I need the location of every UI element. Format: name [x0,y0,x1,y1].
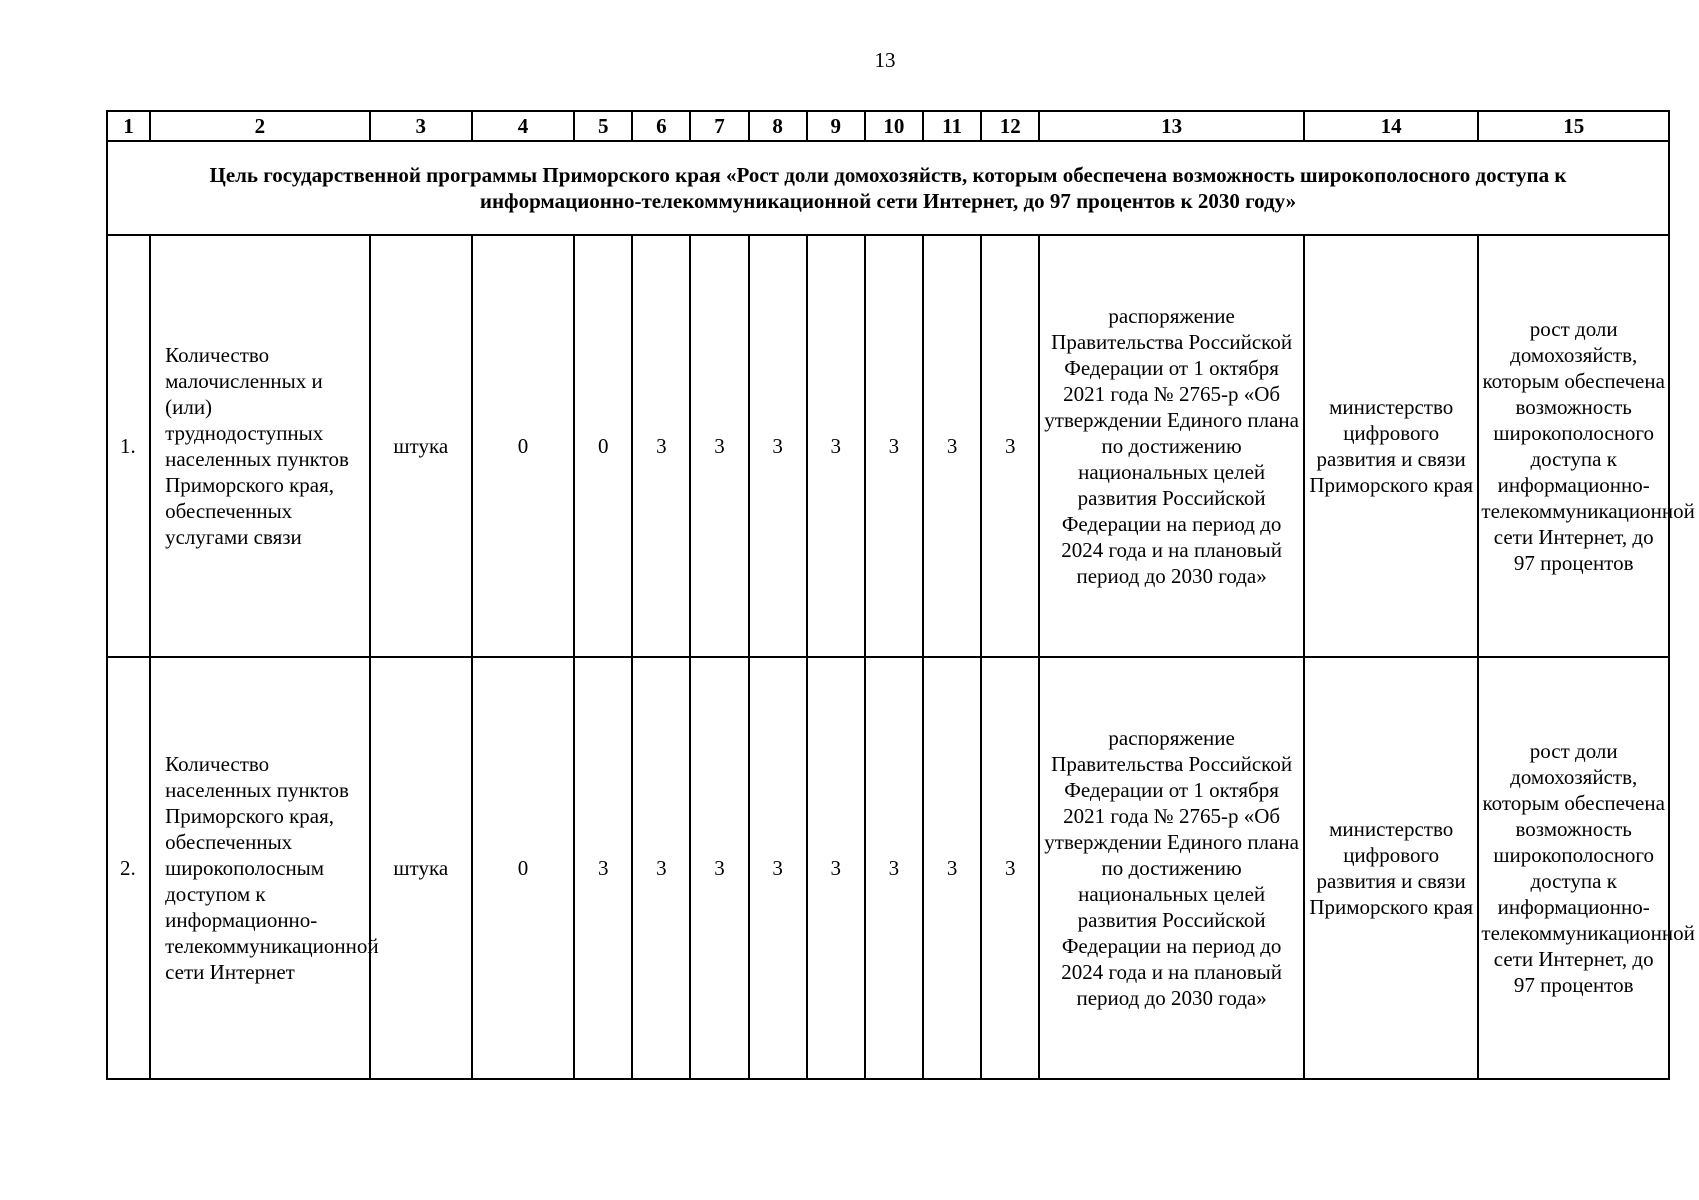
row-number: 1. [107,235,150,657]
value-cell: 3 [981,657,1039,1079]
indicator-name: Количество населенных пунктов Приморского края, обеспеченных широкополосным доступом к информационно-телекоммуникационной сети Интернет [150,657,370,1079]
table-row [107,235,1669,657]
indicators-table [106,110,1695,1080]
value-cell: 3 [807,235,865,657]
header-col-10: 10 [865,111,923,141]
value-cell: 3 [807,657,865,1079]
header-col-15: 15 [1478,111,1669,141]
value-cell: 0 [472,235,574,657]
header-col-7: 7 [690,111,748,141]
goal-text: Цель государственной программы Приморского края «Рост доли домохозяйств, которым обеспечена возможность широкополосного доступа к информационно-телекоммуникационной сети Интернет, до 97 процентов к 2030 году» [107,141,1669,235]
page-number: 13 [874,48,896,72]
header-col-11: 11 [923,111,981,141]
header-col-2: 2 [150,111,370,141]
document-cell: распоряжение Правительства Российской Федерации от 1 октября 2021 года № 2765-р «Об утверждении Единого плана по достижению национальных целей развития Российской Федерации на период до 2024 года и на плановый период до 2030 года» [1039,235,1304,657]
header-col-14: 14 [1304,111,1478,141]
header-col-8: 8 [749,111,807,141]
header-row [107,111,1669,141]
document-cell: распоряжение Правительства Российской Федерации от 1 октября 2021 года № 2765-р «Об утверждении Единого плана по достижению национальных целей развития Российской Федерации на период до 2024 года и на плановый период до 2030 года» [1039,657,1304,1079]
unit-cell: штука [370,235,472,657]
header-col-1: 1 [107,111,150,141]
link-cell: рост доли домохозяйств, которым обеспечена возможность широкополосного доступа к информационно-телекоммуникационной сети Интернет, до 97 процентов [1478,235,1669,657]
header-col-4: 4 [472,111,574,141]
value-cell: 3 [749,235,807,657]
value-cell: 3 [574,657,632,1079]
header-col-13: 13 [1039,111,1304,141]
value-cell: 3 [690,657,748,1079]
value-cell: 3 [923,235,981,657]
responsible-cell: министерство цифрового развития и связи Приморского края [1304,235,1478,657]
value-cell: 3 [865,235,923,657]
value-cell: 3 [981,235,1039,657]
unit-cell: штука [370,657,472,1079]
value-cell: 3 [632,235,690,657]
header-col-5: 5 [574,111,632,141]
value-cell: 3 [749,657,807,1079]
value-cell: 3 [923,657,981,1079]
row-number: 2. [107,657,150,1079]
header-col-12: 12 [981,111,1039,141]
value-cell: 3 [690,235,748,657]
value-cell: 0 [574,235,632,657]
header-col-9: 9 [807,111,865,141]
responsible-cell: министерство цифрового развития и связи Приморского края [1304,657,1478,1079]
header-col-6: 6 [632,111,690,141]
value-cell: 0 [472,657,574,1079]
value-cell: 3 [865,657,923,1079]
indicator-name: Количество малочисленных и (или) труднодоступных населенных пунктов Приморского края, обеспеченных услугами связи [150,235,370,657]
value-cell: 3 [632,657,690,1079]
goal-row [107,141,1669,235]
table-row [107,657,1669,1079]
link-cell: рост доли домохозяйств, которым обеспечена возможность широкополосного доступа к информационно-телекоммуникационной сети Интернет, до 97 процентов [1478,657,1669,1079]
header-col-3: 3 [370,111,472,141]
